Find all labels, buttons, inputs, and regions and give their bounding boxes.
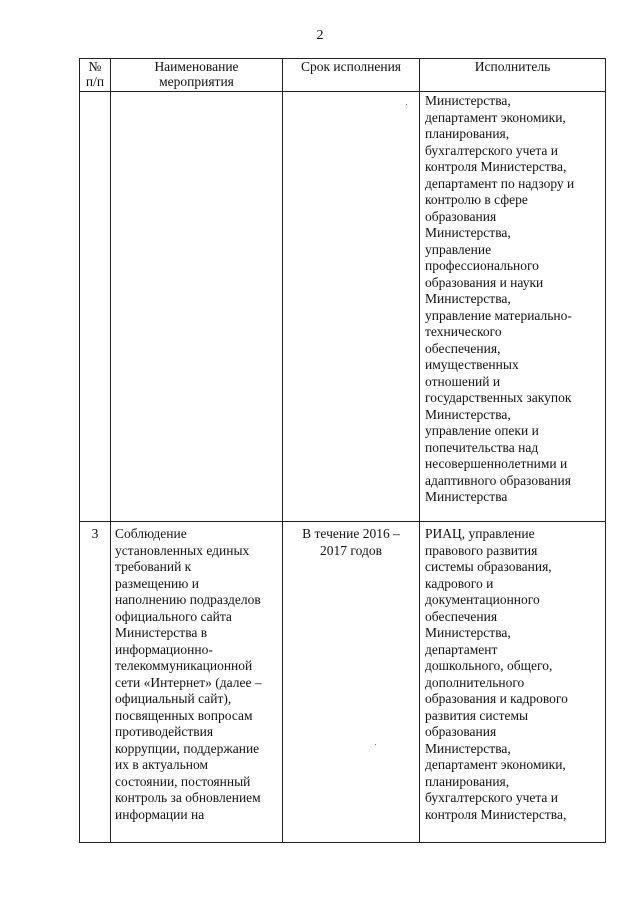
text-line: информации на [115, 806, 205, 822]
text-line: Министерства, [425, 225, 511, 240]
text-line: требований к [115, 559, 192, 574]
text-line: контроля Министерства, [425, 159, 567, 174]
text-line: посвященных вопросам [115, 707, 253, 723]
text-line: обеспечения, [425, 340, 501, 356]
text-line: планирования, [425, 126, 510, 141]
executor-cell [420, 92, 606, 522]
text-line: дошкольного, общего, [425, 658, 553, 673]
text-line: Министерства, [425, 406, 511, 422]
measure-name-cell [111, 522, 283, 843]
text-line: попечительства над [425, 439, 539, 455]
text-line: департамент экономики, [425, 109, 566, 125]
text-line: департамент [425, 641, 498, 657]
row-number-cell [80, 92, 111, 522]
text-line: имущественных [425, 357, 519, 372]
text-line: противодействия [115, 724, 214, 739]
text-line: коррупции, поддержание [115, 740, 260, 756]
text-line: установленных единых [115, 542, 250, 558]
scan-speck [406, 104, 407, 105]
text-line: Министерства, [425, 625, 511, 640]
text-line: правового развития [425, 542, 538, 558]
text-line: департамент экономики, [425, 757, 566, 772]
text-line: размещению и [115, 575, 199, 591]
text-line: их в актуальном [115, 757, 209, 772]
text-line: образования и науки [425, 274, 544, 290]
text-line: планирования, [425, 773, 510, 789]
text-line: кадрового и [425, 575, 494, 591]
text-line: несовершеннолетними и [425, 456, 568, 471]
measure-name-cell [111, 92, 283, 522]
text-line: Министерства, [425, 291, 511, 306]
text-line: 2017 годов [320, 542, 382, 558]
text-line: Соблюдение [115, 526, 187, 541]
text-line: образования [425, 208, 497, 224]
text-line: управление [425, 241, 492, 257]
text-line: РИАЦ, управление [425, 526, 535, 541]
page-number: 2 [316, 28, 324, 43]
table-row [80, 92, 606, 522]
text-line: образования [425, 724, 497, 739]
text-line: сети «Интернет» (далее – [115, 674, 262, 690]
text-line: управление материально- [425, 307, 572, 323]
text-line: технического [425, 324, 502, 339]
header-executor: Исполнитель [420, 59, 606, 92]
measures-table [79, 58, 606, 843]
text-line: государственных закупок [425, 390, 572, 405]
text-line: наполнению подразделов [115, 592, 261, 607]
table-header-row [80, 59, 606, 92]
text-line: официального сайта [115, 608, 232, 624]
text-line: В течение 2016 – [302, 526, 400, 541]
text-line: документационного [425, 592, 540, 607]
text-line: контроль за обновлением [115, 790, 261, 805]
text-line: бухгалтерского учета и [425, 790, 559, 805]
term-cell [283, 522, 420, 843]
text-line: развития системы [425, 707, 529, 723]
text-line: дополнительного [425, 674, 525, 690]
text-line: бухгалтерского учета и [425, 142, 559, 158]
text-line: отношений и [425, 373, 501, 389]
header-term: Срок исполнения [283, 59, 420, 92]
text-line: контролю в сфере [425, 192, 528, 207]
table-row [80, 522, 606, 843]
text-line: контроля Министерства, [425, 806, 567, 822]
text-line: обеспечения [425, 608, 498, 624]
header-number: № п/п [80, 59, 111, 92]
text-line: профессионального [425, 258, 539, 273]
header-measure-name: Наименование мероприятия [111, 59, 283, 92]
text-line: департамент по надзору и [425, 175, 575, 191]
scan-speck [375, 744, 376, 745]
text-line: Министерства, [425, 740, 511, 756]
text-line: Министерства в [115, 625, 208, 640]
text-line: Министерства [425, 489, 508, 504]
executor-cell [420, 522, 606, 843]
row-number-cell: 3 [80, 522, 111, 843]
text-line: состоянии, постоянный [115, 773, 251, 789]
term-cell [283, 92, 420, 522]
text-line: телекоммуникационной [115, 658, 253, 673]
text-line: информационно- [115, 641, 213, 657]
text-line: управление опеки и [425, 423, 539, 438]
text-line: официальный сайт), [115, 691, 232, 706]
text-line: системы образования, [425, 559, 552, 574]
text-line: образования и кадрового [425, 691, 568, 706]
text-line: Министерства, [425, 93, 511, 108]
text-line: адаптивного образования [425, 472, 571, 488]
